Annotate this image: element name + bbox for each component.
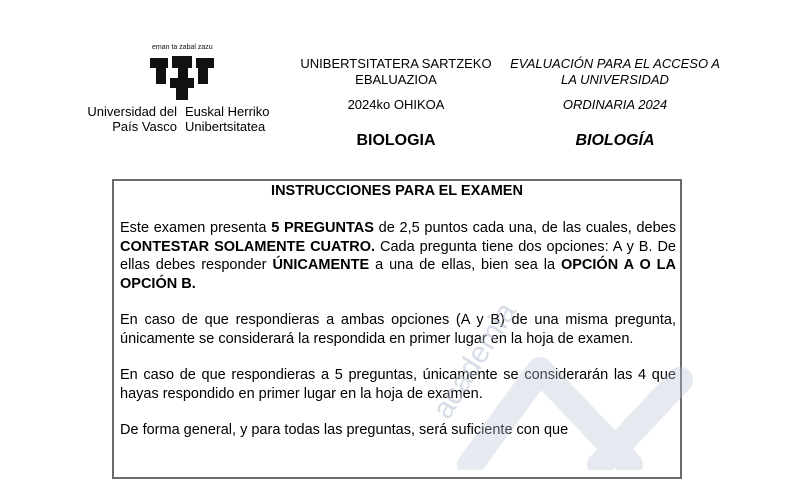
- p1-text-3: Cada pregunta tiene dos opciones: A y B. De ellas debes responder: [120, 238, 676, 273]
- instructions-paragraph-4: De forma general, y para todas las preguntas, será suficiente con que: [120, 422, 569, 438]
- header-spanish-title: EVALUACIÓN PARA EL ACCESO A LA UNIVERSIDAD: [510, 56, 720, 87]
- instructions-body: [120, 219, 676, 458]
- header-basque: [286, 56, 506, 149]
- p1-bold-3: ÚNICAMENTE: [272, 257, 370, 273]
- p1-bold-1: 5 PREGUNTAS: [271, 220, 374, 236]
- instructions-paragraph-3: En caso de que respondieras a 5 preguntas, únicamente se considerarán las 4 que hayas respondido en primer lugar en la hoja de examen.: [120, 367, 676, 402]
- instructions-paragraph-2: En caso de que respondieras a ambas opciones (A y B) de una misma pregunta, únicamente se considerará la respondida en primer lugar en la hoja de examen.: [120, 312, 676, 347]
- p1-text-4: a una de ellas, bien sea la: [369, 257, 561, 273]
- watermark-text: academia: [426, 296, 524, 425]
- header-basque-subject: BIOLOGIA: [356, 132, 436, 149]
- header-spanish-year: ORDINARIA 2024: [562, 97, 668, 112]
- p1-bold-2: CONTESTAR SOLAMENTE CUATRO.: [120, 238, 376, 255]
- instructions-paragraph-1: [120, 219, 676, 293]
- p1-bold-4: OPCIÓN A O LA OPCIÓN B.: [120, 257, 676, 292]
- logo-text-eu: Euskal Herriko Unibertsitatea: [185, 104, 270, 134]
- header-basque-year: 2024ko OHIKOA: [347, 97, 445, 112]
- instructions-title: INSTRUCCIONES PARA EL EXAMEN: [271, 183, 523, 199]
- university-emblem-icon: [150, 54, 214, 100]
- logo-motto: eman ta zabal zazu: [152, 44, 213, 51]
- p1-text-2: de 2,5 puntos cada una, de las cuales, debes: [373, 220, 676, 236]
- university-logo: [82, 44, 292, 134]
- header-basque-title: UNIBERTSITATERA SARTZEKO EBALUAZIOA: [300, 56, 492, 87]
- header-spanish: [505, 56, 725, 149]
- logo-text-es: Universidad del País Vasco: [87, 104, 177, 134]
- header-spanish-subject: BIOLOGÍA: [575, 132, 655, 149]
- p1-text-1: Este examen presenta: [120, 220, 272, 236]
- instructions-box: [112, 179, 682, 479]
